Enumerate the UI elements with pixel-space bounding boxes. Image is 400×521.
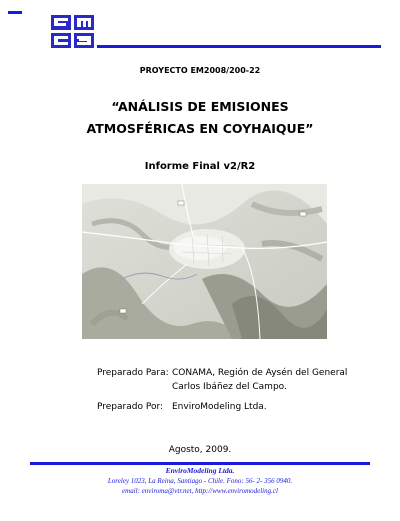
footer-company: EnviroModeling Ltda.: [165, 466, 235, 475]
report-subtitle: Informe Final v2/R2: [144, 161, 256, 172]
report-title: [0, 96, 400, 140]
project-code: PROYECTO EM2008/200-22: [139, 66, 261, 75]
enviromodeling-logo: [50, 14, 96, 50]
footer-contact: email: enviroma@vtr.net, http://www.enviromodeling.cl: [122, 487, 278, 495]
report-date: Agosto, 2009.: [168, 445, 232, 455]
prepared-for-value: [172, 366, 362, 394]
footer: [0, 466, 400, 496]
prepared-for-line-2: Carlos Ibáñez del Campo.: [172, 382, 287, 392]
prepared-by-label: Preparado Por:: [97, 402, 164, 412]
top-accent-bar: [8, 11, 22, 14]
prepared-for-label: Preparado Para:: [97, 368, 169, 378]
title-line-2: ATMOSFÉRICAS EN COYHAIQUE”: [86, 121, 314, 136]
footer-rule: [30, 462, 370, 465]
coyhaique-map-image: [82, 184, 327, 339]
title-line-1: “ANÁLISIS DE EMISIONES: [111, 99, 289, 114]
prepared-by-value: EnviroModeling Ltda.: [172, 402, 267, 412]
footer-address: Loreley 1023, La Reina, Santiago - Chile. Fono: 56- 2- 356 0940.: [107, 477, 293, 485]
header-rule: [97, 45, 381, 48]
prepared-for-line-1: CONAMA, Región de Aysén del General: [172, 368, 348, 378]
